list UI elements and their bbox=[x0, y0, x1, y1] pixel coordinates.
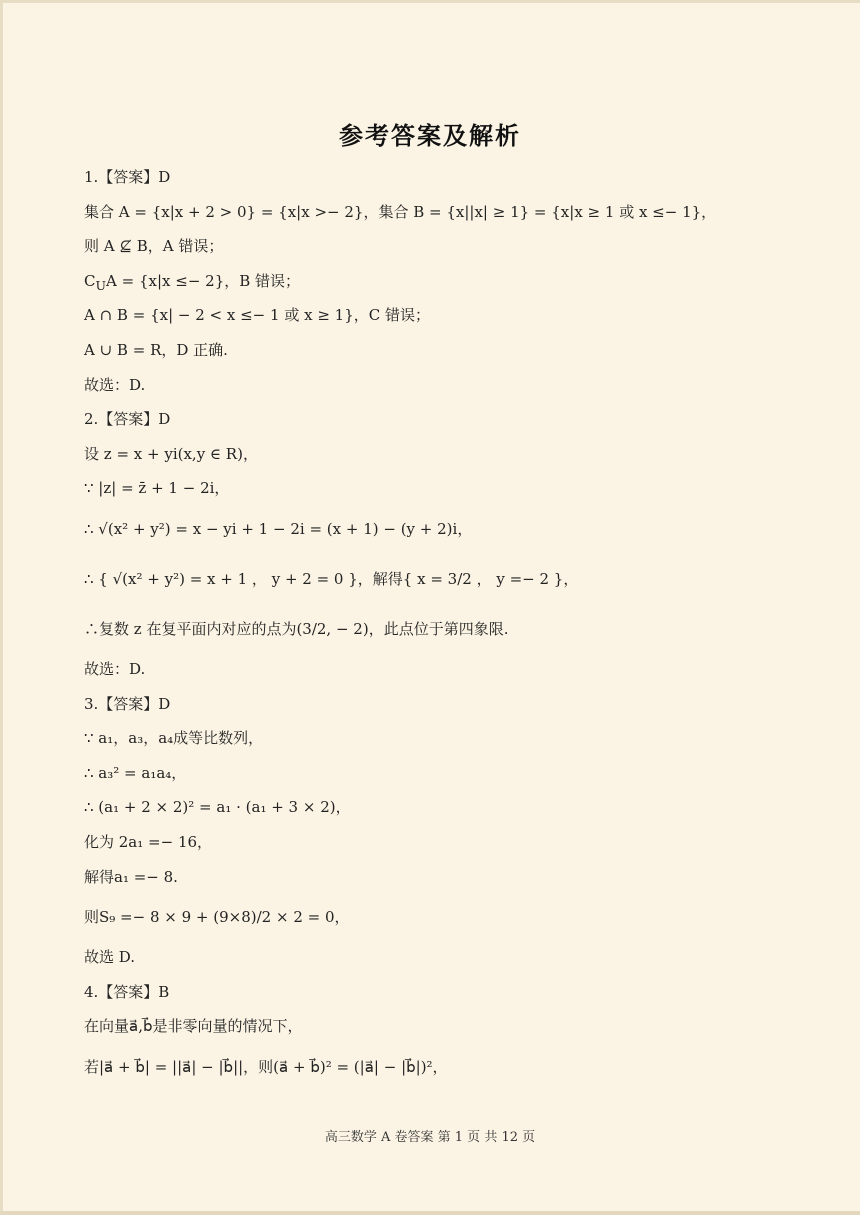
solution-line: 则S₉ =− 8 × 9 + (9×8)/2 × 2 = 0， bbox=[84, 908, 350, 927]
solution-line: ∵ a₁，a₃，a₄成等比数列， bbox=[84, 729, 264, 748]
solution-line: 则 A ⊈ B，A 错误； bbox=[84, 237, 224, 256]
solution-line: $C_UA = \{x|x \le- 2\}$，B 错误； bbox=[84, 271, 301, 293]
page-title: 参考答案及解析 bbox=[339, 122, 521, 150]
solution-line: 故选 D. bbox=[84, 948, 136, 967]
solution-line: ∴ (a₁ + 2 × 2)² = a₁ · (a₁ + 3 × 2)， bbox=[84, 798, 351, 817]
solution-line: ∴复数 z 在复平面内对应的点为(3/2, − 2)，此点位于第四象限. bbox=[84, 619, 509, 638]
solution-line: A ∪ B = R，D 正确. bbox=[84, 340, 228, 359]
solution-line: ∵ |z| = z̄ + 1 − 2i， bbox=[84, 479, 230, 498]
solution-line: A ∩ B = {x| − 2 < x ≤− 1 或 x ≥ 1}，C 错误； bbox=[84, 306, 430, 325]
solution-line: 故选：D. bbox=[84, 375, 146, 394]
solution-line: ∴ √(x² + y²) = x − yi + 1 − 2i = (x + 1) − (y + 2)i， bbox=[84, 519, 473, 538]
answer-heading-3: 3.【答案】D bbox=[84, 694, 171, 713]
answer-content bbox=[84, 160, 784, 1090]
solution-line: 若|a⃗ + b⃗| = ||a⃗| − |b⃗||，则(a⃗ + b⃗)² = (|a⃗| − |b⃗|)²， bbox=[84, 1057, 448, 1076]
answer-heading-2: 2.【答案】D bbox=[84, 410, 171, 429]
solution-line: ∴ a₃² = a₁a₄， bbox=[84, 763, 187, 782]
solution-line: 化为 2a₁ =− 16， bbox=[84, 832, 213, 851]
solution-line: 解得a₁ =− 8. bbox=[84, 867, 178, 886]
solution-line: 故选：D. bbox=[84, 659, 146, 678]
answer-heading-1: 1.【答案】D bbox=[84, 168, 171, 186]
solution-line: 设 z = x + yi(x,y ∈ R)， bbox=[84, 444, 258, 463]
page-border-top bbox=[0, 0, 860, 3]
page-border-left bbox=[0, 0, 3, 1215]
page-border-bottom bbox=[0, 1211, 860, 1215]
solution-line: 集合 A = {x|x + 2 > 0} = {x|x >− 2}，集合 B = {x||x| ≥ 1} = {x|x ≥ 1 或 x ≤− 1}， bbox=[84, 202, 717, 221]
page-footer: 高三数学 A 卷答案 第 1 页 共 12 页 bbox=[324, 1130, 536, 1145]
answer-heading-4: 4.【答案】B bbox=[84, 982, 170, 1001]
solution-line: 在向量a⃗,b⃗是非零向量的情况下， bbox=[84, 1017, 303, 1036]
solution-line: ∴ { √(x² + y²) = x + 1 ， y + 2 = 0 }，解得{ x = 3/2 ， y =− 2 }， bbox=[84, 569, 579, 588]
